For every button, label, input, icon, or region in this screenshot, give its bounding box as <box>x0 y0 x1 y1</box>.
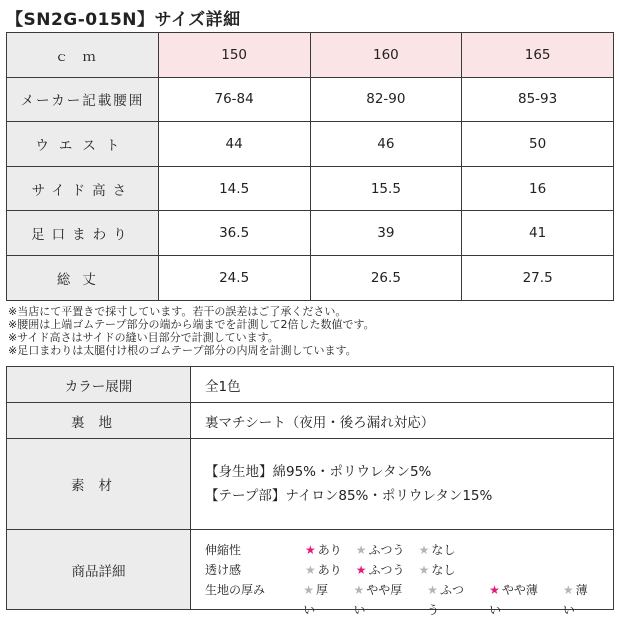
star-icon: ★ <box>418 542 430 557</box>
star-icon: ★ <box>305 562 316 577</box>
detail-row-lining <box>7 403 614 439</box>
feature-option <box>419 560 456 580</box>
material-line: 【テープ部】ナイロン85%・ポリウレタン15% <box>205 488 493 504</box>
option-label: ふつう <box>427 582 464 617</box>
option-label: 薄い <box>562 582 588 617</box>
option-label: やや厚い <box>353 582 403 617</box>
feature-option <box>353 580 413 617</box>
size-column-header: 165 <box>462 33 614 78</box>
color-value: 全1色 <box>191 367 614 403</box>
page-title: 【SN2G-015N】サイズ詳細 <box>6 10 241 30</box>
note-line: ※サイド高さはサイドの縫い目部分で計測しています。 <box>8 331 279 344</box>
table-cell: 36.5 <box>158 211 310 256</box>
star-icon: ★ <box>418 562 430 577</box>
star-icon: ★ <box>355 562 367 577</box>
feature-option <box>356 560 405 580</box>
star-icon: ★ <box>489 582 500 597</box>
detail-row-color <box>7 367 614 403</box>
note-line: ※足口まわりは太腿付け根のゴムテープ部分の内周を計測しています。 <box>8 344 357 357</box>
size-header-row <box>7 33 614 78</box>
measurement-notes <box>8 305 375 357</box>
material-line: 【身生地】綿95%・ポリウレタン5% <box>205 464 432 480</box>
feature-name: 透け感 <box>205 562 242 577</box>
table-cell: 27.5 <box>462 255 614 300</box>
feature-option <box>305 560 342 580</box>
feature-row <box>205 560 613 580</box>
row-label: メーカー記載腰囲 <box>7 77 159 122</box>
row-label: サイド高さ <box>7 166 159 211</box>
feature-option <box>489 580 549 617</box>
option-label: ふつう <box>368 562 405 577</box>
star-icon: ★ <box>427 582 438 597</box>
table-cell: 15.5 <box>310 166 462 211</box>
feature-option <box>356 540 405 560</box>
table-cell: 26.5 <box>310 255 462 300</box>
feature-row <box>205 580 613 617</box>
features-label: 商品詳細 <box>7 530 191 610</box>
unit-header: ｃｍ <box>7 33 159 78</box>
table-cell: 44 <box>158 122 310 167</box>
features-value <box>191 530 614 617</box>
star-icon: ★ <box>303 582 315 597</box>
feature-name: 生地の厚み <box>205 582 266 597</box>
option-label: 厚い <box>303 582 329 617</box>
feature-name: 伸縮性 <box>205 542 242 557</box>
size-column-header: 160 <box>310 33 462 78</box>
star-icon: ★ <box>562 582 574 597</box>
table-cell: 16 <box>462 166 614 211</box>
size-column-header: 150 <box>158 33 310 78</box>
feature-option <box>303 580 339 617</box>
star-icon: ★ <box>305 542 316 557</box>
option-label: なし <box>431 542 456 557</box>
row-label: ウエスト <box>7 122 159 167</box>
note-line: ※腰囲は上端ゴムテープ部分の端から端までを計測して2倍した数値です。 <box>8 318 375 331</box>
star-icon: ★ <box>355 542 367 557</box>
feature-option <box>562 580 599 617</box>
option-label: ふつう <box>368 542 405 557</box>
material-value <box>191 439 614 530</box>
table-cell: 76-84 <box>158 77 310 122</box>
lining-value: 裏マチシート（夜用・後ろ漏れ対応） <box>191 403 614 439</box>
feature-option <box>305 540 342 560</box>
star-icon: ★ <box>353 582 365 597</box>
row-label: 足口まわり <box>7 211 159 256</box>
table-cell: 24.5 <box>158 255 310 300</box>
note-line: ※当店にて平置きで採寸しています。若干の誤差はご了承ください。 <box>8 305 347 318</box>
lining-label: 裏地 <box>7 403 191 439</box>
table-cell: 41 <box>462 211 614 256</box>
table-cell: 85-93 <box>462 77 614 122</box>
size-table <box>6 32 614 301</box>
option-label: あり <box>317 562 342 577</box>
table-cell: 46 <box>310 122 462 167</box>
color-label: カラー展開 <box>7 367 191 403</box>
detail-row-material <box>7 439 614 530</box>
table-row <box>7 122 614 167</box>
table-cell: 39 <box>310 211 462 256</box>
table-row <box>7 255 614 300</box>
detail-table <box>6 366 614 617</box>
table-row <box>7 211 614 256</box>
table-row <box>7 77 614 122</box>
option-label: やや薄い <box>489 582 538 617</box>
feature-option <box>419 540 456 560</box>
option-label: あり <box>317 542 342 557</box>
option-label: なし <box>431 562 456 577</box>
table-row <box>7 166 614 211</box>
material-label: 素材 <box>7 439 191 530</box>
table-cell: 82-90 <box>310 77 462 122</box>
table-cell: 14.5 <box>158 166 310 211</box>
table-cell: 50 <box>462 122 614 167</box>
detail-row-features <box>7 530 614 610</box>
feature-option <box>427 580 475 617</box>
row-label: 総丈 <box>7 255 159 300</box>
feature-row <box>205 540 613 560</box>
